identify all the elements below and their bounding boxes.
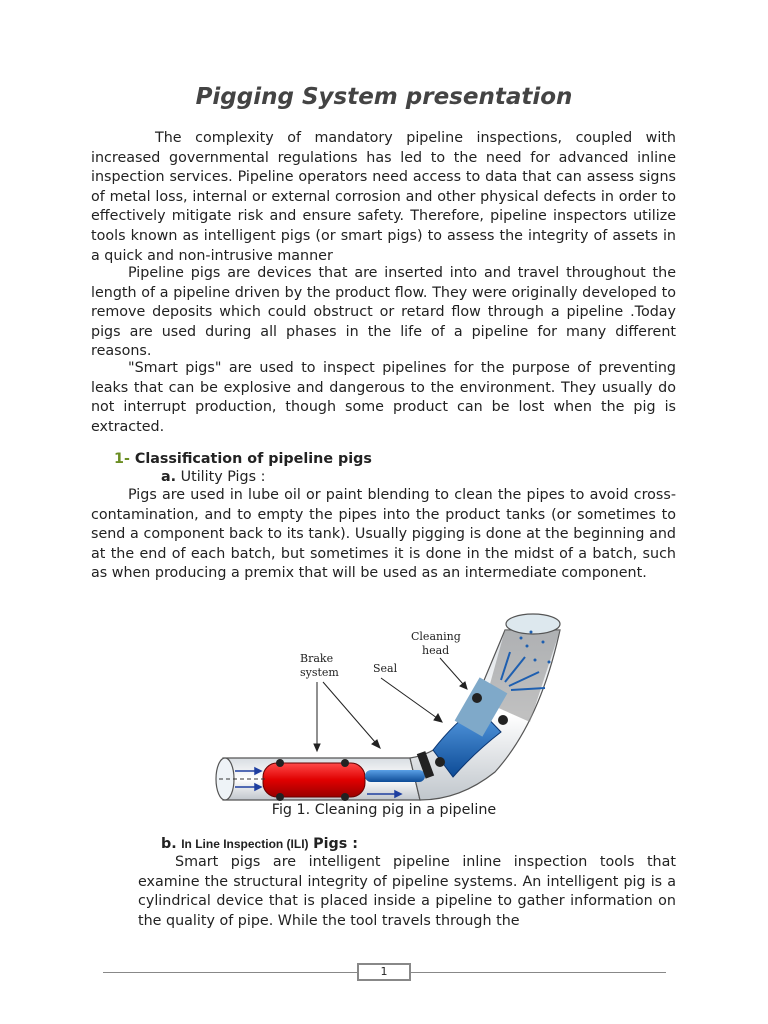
smart-pigs-paragraph: "Smart pigs" are used to inspect pipelines for the purpose of preventing leaks that can be explosive and dangerous to the environment. They usually do not interrupt production, though some product can be lost when the pig is extracted. <box>91 360 676 435</box>
subsection-a-title: Utility Pigs : <box>180 469 266 485</box>
page-number: 1 <box>357 963 411 981</box>
brake-label-line1: Brake <box>300 652 334 665</box>
subsection-a-label: a. <box>161 469 177 485</box>
seal-label: Seal <box>373 662 398 675</box>
subsection-a-heading <box>161 469 265 485</box>
subsection-b-label: b. <box>161 836 177 852</box>
pigs-paragraph: Pipeline pigs are devices that are inserted into and travel throughout the length of a pipeline driven by the product flow. They were originally developed to remove deposits which could obstruct or retard flow through a pipeline .Today pigs are used during all phases in the life of a pipeline for many different reasons. <box>91 265 676 360</box>
intro-paragraph: The complexity of mandatory pipeline inspections, coupled with increased governmental regulations has led to the need for advanced inline inspection services. Pipeline operators need access to data that can assess signs of metal loss, internal or external corrosion and other physical defects in order to effectively mitigate risk and ensure safety. Therefore, pipeline inspectors utilize tools known as intelligent pigs (or smart pigs) to assess the integrity of assets in a quick and non-intrusive manner <box>91 130 676 264</box>
section-title: Classification of pipeline pigs <box>134 451 372 467</box>
section-number: 1- <box>114 451 130 467</box>
section-heading <box>114 451 372 467</box>
figure-caption: Fig 1. Cleaning pig in a pipeline <box>271 802 497 818</box>
subsection-b-title-small: In Line Inspection (ILI) <box>181 837 309 851</box>
cleaning-label-line2: head <box>422 644 450 657</box>
cleaning-pig-figure <box>205 602 563 802</box>
utility-pigs-paragraph: Pigs are used in lube oil or paint blending to clean the pipes to avoid cross-contamination, and to empty the pipes into the product tanks (or sometimes to send a component back to its tank). Usually pigging is done at the beginning and at the end of each batch, but sometimes it is done in the midst of a batch, such as when producing a premix that will be used as an intermediate component. <box>91 487 676 582</box>
subsection-b-title-rest: Pigs : <box>313 836 358 852</box>
brake-label-line2: system <box>300 666 339 679</box>
ili-pigs-paragraph: Smart pigs are intelligent pipeline inline inspection tools that examine the structural integrity of pipeline systems. An intelligent pig is a cylindrical device that is placed inside a pipeline to gather information on the quality of pipe. While the tool travels through the <box>138 854 676 929</box>
subsection-b-heading <box>161 836 358 852</box>
page-title: Pigging System presentation <box>195 84 573 110</box>
cleaning-label-line1: Cleaning <box>411 630 461 643</box>
cleaning-pig-illustration <box>205 602 563 802</box>
